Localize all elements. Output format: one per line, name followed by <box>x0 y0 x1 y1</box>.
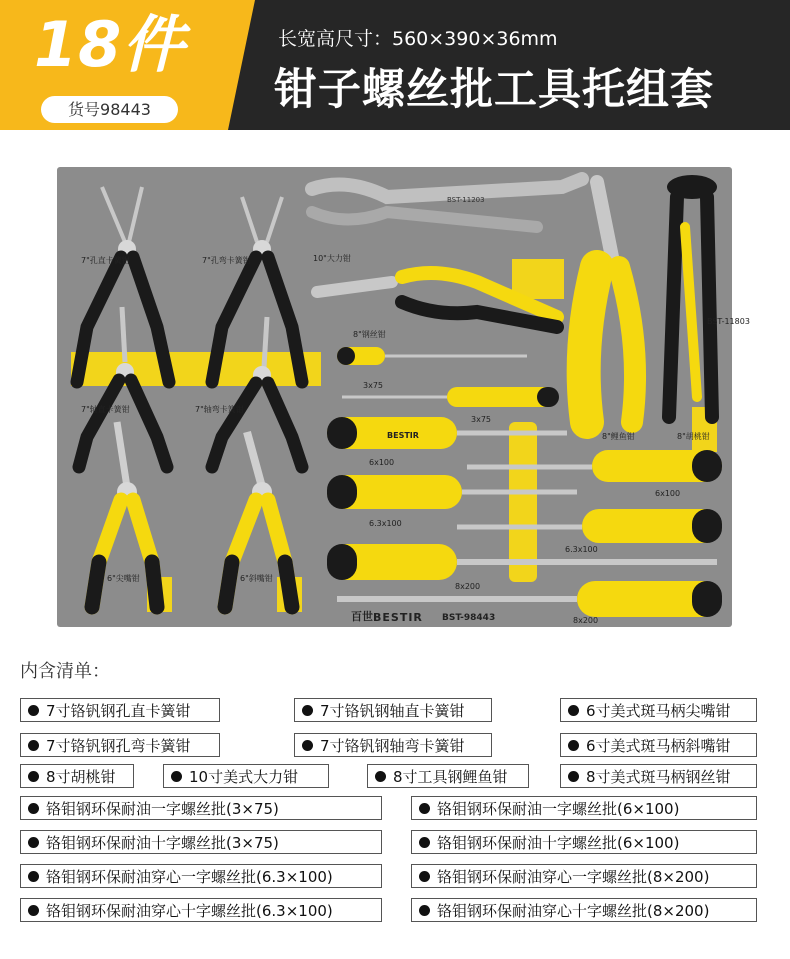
tray-label: 7"孔弯卡簧钳 <box>202 256 251 265</box>
slip-joint-plier <box>584 182 635 422</box>
screwdriver-3x75-slotted <box>337 347 527 365</box>
tray-label: 7"孔直卡簧钳 <box>81 256 130 265</box>
screwdriver-3x75-phillips <box>342 387 559 407</box>
piece-count: 18件 <box>34 8 186 81</box>
bullet-icon <box>28 803 39 814</box>
bullet-icon <box>302 740 313 751</box>
bullet-icon <box>568 740 579 751</box>
tray-logo: 百世 <box>351 610 373 623</box>
yellow-slot-strip <box>71 352 321 386</box>
bullet-icon <box>28 740 39 751</box>
bullet-icon <box>28 705 39 716</box>
tray-label: 3x75 <box>471 415 492 424</box>
locking-plier <box>312 179 582 227</box>
bullet-icon <box>28 837 39 848</box>
contents-item: 8寸工具钢鲤鱼钳 <box>367 764 529 788</box>
yellow-slot-screwdrivers <box>509 422 537 582</box>
sku-badge: 货号98443 <box>41 96 178 123</box>
contents-title: 内含清单： <box>20 661 110 682</box>
contents-item: 6寸美式斑马柄尖嘴钳 <box>560 698 757 722</box>
tray-label: 8x200 <box>455 582 481 591</box>
tray-label: 8"钢丝钳 <box>353 330 386 339</box>
bullet-icon <box>419 803 430 814</box>
contents-item: 7寸铬钒钢孔弯卡簧钳 <box>20 733 220 757</box>
handle-brand: BESTIR <box>387 431 419 440</box>
tray-label: 6"斜嘴钳 <box>240 574 273 583</box>
bullet-icon <box>419 905 430 916</box>
contents-item: 铬钼钢环保耐油一字螺丝批(3×75) <box>20 796 382 820</box>
tray-label: 10"大力钳 <box>313 254 351 263</box>
dimensions-text: 长宽高尺寸：560×390×36mm <box>278 28 558 50</box>
contents-item: 铬钼钢环保耐油穿心一字螺丝批(8×200) <box>411 864 757 888</box>
tray-label: 6.3x100 <box>369 519 402 528</box>
tool-tray-photo <box>57 167 750 627</box>
contents-item: 6寸美式斑马柄斜嘴钳 <box>560 733 757 757</box>
screwdriver-6x100-phillips <box>467 450 722 482</box>
locking-plier-mark: BST-11203 <box>447 196 485 204</box>
bullet-icon <box>28 871 39 882</box>
bullet-icon <box>28 771 39 782</box>
tray-label: 6"尖嘴钳 <box>107 574 140 583</box>
header-banner <box>0 0 790 130</box>
contents-item: 7寸铬钒钢轴直卡簧钳 <box>294 698 492 722</box>
contents-item: 10寸美式大力钳 <box>163 764 329 788</box>
bullet-icon <box>419 837 430 848</box>
tool-tray-illustration <box>57 167 732 627</box>
tray-label: 8"鲤鱼钳 <box>602 432 635 441</box>
tray-label: 6x100 <box>655 489 681 498</box>
tray-brand: BESTIR <box>373 611 423 624</box>
bullet-icon <box>28 905 39 916</box>
contents-item: 7寸铬钒钢轴弯卡簧钳 <box>294 733 492 757</box>
tray-model: BST-98443 <box>442 613 496 623</box>
contents-item: 铬钼钢环保耐油穿心十字螺丝批(8×200) <box>411 898 757 922</box>
contents-item: 铬钼钢环保耐油十字螺丝批(6×100) <box>411 830 757 854</box>
contents-item: 7寸铬钒钢孔直卡簧钳 <box>20 698 220 722</box>
tray-label: 3x75 <box>363 381 384 390</box>
contents-item: 铬钼钢环保耐油穿心一字螺丝批(6.3×100) <box>20 864 382 888</box>
contents-item: 铬钼钢环保耐油穿心十字螺丝批(6.3×100) <box>20 898 382 922</box>
contents-item: 8寸胡桃钳 <box>20 764 134 788</box>
tray-label: 8x200 <box>573 616 599 625</box>
tray-label: 6x100 <box>369 458 395 467</box>
contents-item: 铬钼钢环保耐油十字螺丝批(3×75) <box>20 830 382 854</box>
cutter-mark: BST-11803 <box>707 317 750 326</box>
product-title: 钳子螺丝批工具托组套 <box>274 65 714 115</box>
end-cutter <box>667 175 717 417</box>
yellow-slot-wirepliers <box>512 259 564 299</box>
contents-item: 8寸美式斑马柄钢丝钳 <box>560 764 757 788</box>
screwdriver-6.3x100-slotted <box>327 475 577 509</box>
bullet-icon <box>568 705 579 716</box>
screwdriver-6.3x100-phillips <box>457 509 722 543</box>
tray-label: 7"轴弯卡簧钳 <box>195 405 244 414</box>
bullet-icon <box>302 705 313 716</box>
bullet-icon <box>419 871 430 882</box>
bullet-icon <box>375 771 386 782</box>
tray-label: 6.3x100 <box>565 545 598 554</box>
tray-label: 8"胡桃钳 <box>677 432 710 441</box>
contents-item: 铬钼钢环保耐油一字螺丝批(6×100) <box>411 796 757 820</box>
bullet-icon <box>568 771 579 782</box>
tray-label: 7"轴直卡簧钳 <box>81 405 130 414</box>
bullet-icon <box>171 771 182 782</box>
